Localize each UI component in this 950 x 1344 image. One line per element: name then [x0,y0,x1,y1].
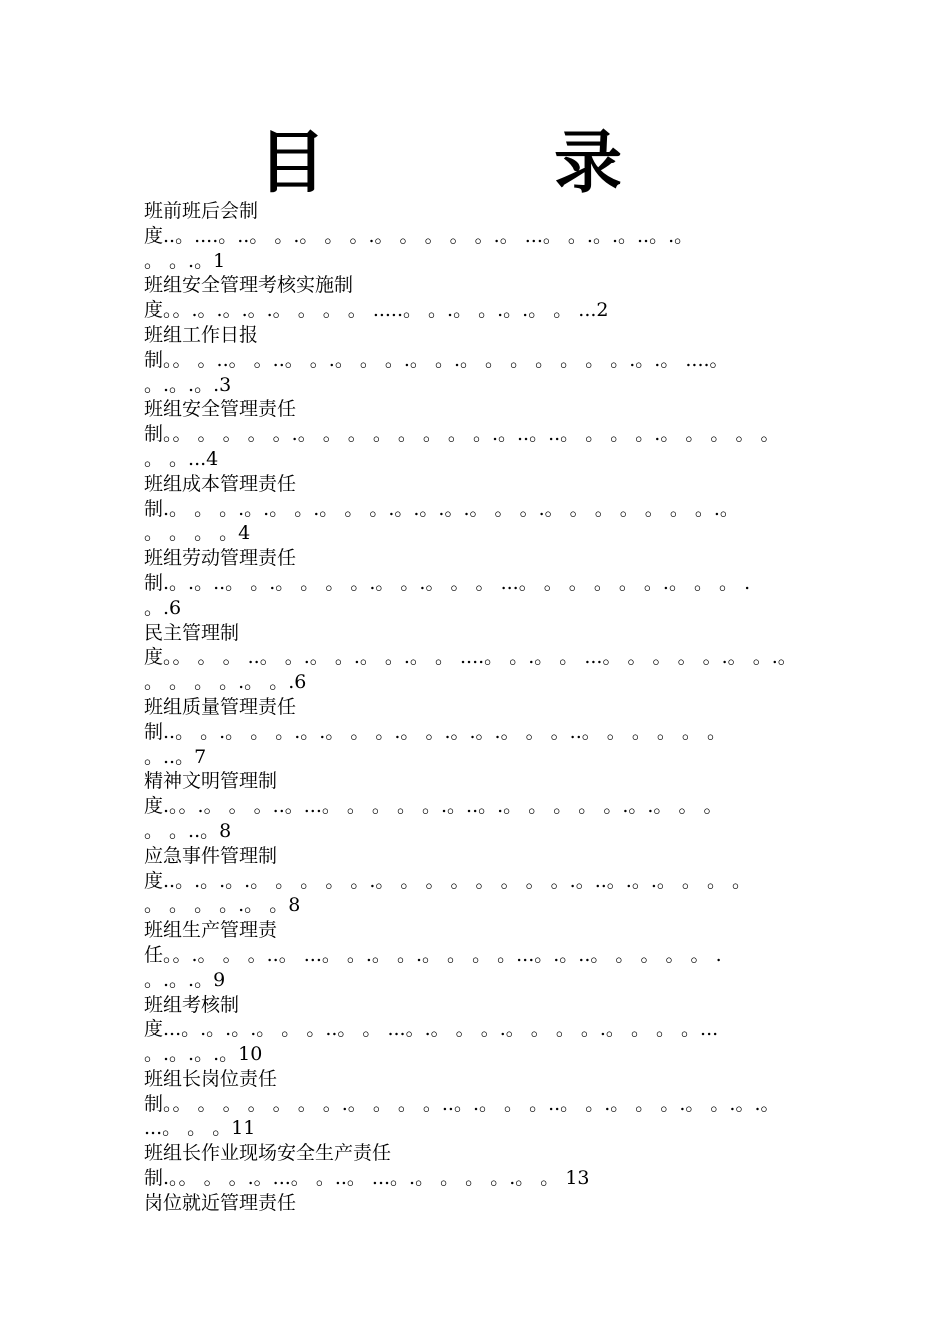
toc-line: 制。。 。..。 。..。 。.。 。 。.。 。.。 。 。 。 。 。 。.。.。 ....。 [144,348,729,371]
toc-line: 制.。。 。 。.。...。 。..。 ...。.。 。 。 。.。 。 13 [144,1167,590,1190]
toc-line: ...。 。 。11 [144,1117,256,1140]
toc-line: 制。。 。 。 。 。.。 。 。 。 。 。 。 。.。..。..。 。 。 。.。 。 。 。 。 [144,423,780,446]
toc-line: 班组安全管理考核实施制 [144,274,354,297]
table-of-contents [144,199,804,1216]
toc-line: 岗位就近管理责任 [144,1191,297,1214]
toc-line: 。 。 。 。.。 。8 [144,894,301,917]
toc-line: 。 。 。 。4 [144,522,251,545]
toc-line: 度.。。.。 。 。..。...。 。 。 。 。.。..。.。 。 。 。 。.。.。 。 。 [144,795,723,818]
toc-line: 度..。.。.。.。 。 。 。 。.。 。 。 。 。 。 。 。.。..。.。.。 。 。 。 [144,869,751,892]
toc-line: 。 。..。8 [144,819,232,842]
toc-line: 度...。.。.。.。 。 。..。 。 ...。.。 。 。.。 。 。 。.。 。 。 。... [144,1018,719,1041]
toc-line: 。.。.。9 [144,968,226,991]
toc-line: 班组成本管理责任 [144,472,297,495]
toc-line: 。 。.。1 [144,249,226,272]
toc-line: 度。。.。.。.。.。 。 。 。 .....。 。.。 。.。.。 。 ...2 [144,299,609,322]
toc-line: 班组长岗位责任 [144,1067,278,1090]
page-title: 目 录 [257,124,702,203]
toc-line: 应急事件管理制 [144,844,278,867]
toc-line: 。 。 。 。.。 。.6 [144,671,307,694]
toc-line: 。 。...4 [144,447,219,470]
toc-line: 制.。.。..。 。.。 。 。 。.。 。.。 。 。 ...。 。 。 。 。 。.。 。 。 . [144,571,751,594]
toc-line: 。.6 [144,596,182,619]
toc-line: 。.。.。.3 [144,373,232,396]
toc-line: 制..。 。.。 。 。.。.。 。 。.。 。.。.。.。 。 。..。 。 。 。 。 。 [144,720,726,743]
toc-line: 班组生产管理责 [144,919,278,942]
toc-line: 民主管理制 [144,621,240,644]
toc-line: 度。。 。 。 ..。 。.。 。.。 。.。 。 ....。 。.。 。 ...。 。 。 。 。.。 。.。 [144,646,797,669]
toc-line: 班组质量管理责任 [144,695,297,718]
toc-line: 任。。.。 。 。..。 ...。 。.。 。.。 。 。 。...。.。..。 。 。 。 。 . [144,943,722,966]
toc-line: 班组安全管理责任 [144,398,297,421]
toc-line: 班前班后会制 [144,200,259,222]
toc-line: 班组长作业现场安全生产责任 [144,1142,392,1165]
toc-line: 度..。....。..。 。.。 。 。.。 。 。 。 。.。 ...。 。.。.。..。.。 [144,224,694,247]
toc-line: 精神文明管理制 [144,770,278,793]
toc-line: 制。。 。 。 。 。 。 。.。 。 。 。..。.。 。 。..。 。.。 。 。.。 。.。.。 [144,1092,780,1115]
toc-line: 制.。 。 。.。.。 。.。 。 。.。.。.。.。 。 。.。 。 。 。 。 。 。.。 [144,497,739,520]
toc-line: 。.。.。.。10 [144,1043,263,1066]
toc-line: 班组工作日报 [144,323,259,346]
toc-line: 班组考核制 [144,993,240,1016]
toc-line: 班组劳动管理责任 [144,547,297,570]
toc-line: 。..。7 [144,745,207,768]
